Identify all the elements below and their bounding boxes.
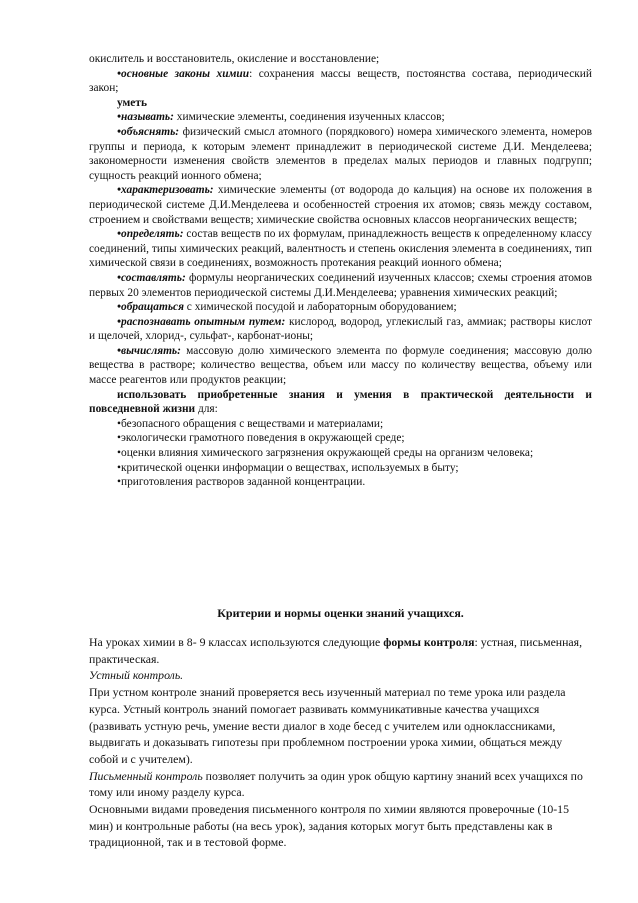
bullet-text: • безопасного обращения с веществами и материалами; [117,418,383,430]
criteria-section [89,634,592,851]
bullet-text: химические элементы (от водорода до кальция) на основе их положения в периодической системе Д.И.Менделеева и особенностей строения их атомов; связь между составом, строением и свойствами веществ; химические свойства основных классов неорганических веществ; [89,184,592,226]
bullet-item [89,67,592,96]
paragraph-text: позволяет получить за один урок общую картину знаний всех учащихся по тому или иному разделу курса. [89,768,583,800]
paragraph-text: окислитель и восстановитель, окисление и восстановление; [89,53,380,65]
bullet-item [89,417,592,432]
bullet-item [89,271,592,300]
bullet-term: • обращаться [117,301,184,313]
bullet-item [89,110,592,125]
bullet-term: • характеризовать: [117,184,214,196]
bullet-text: • критической оценки информации о веществах, используемых в быту; [117,462,459,474]
forms-of-control-term: формы контроля [383,635,475,649]
bullet-text: состав веществ по их формулам, принадлежность веществ к определенному классу соединений, типы химических реакций, валентность и степень окисления элемента в соединениях, тип химической связи в соединениях, возможность протекания реакций ионного обмена; [89,228,592,270]
bullet-term: • составлять: [117,272,186,284]
bullet-text: физический смысл атомного (порядкового) номера химического элемента, номеров группы и периода, к которым элемент принадлежит в периодической системе Д.И. Менделеева; закономерности изменения свойств элементов в пределах малых периодов и главных подгрупп; сущность реакций ионного обмена; [89,125,592,182]
bullet-term: • распознавать опытным путем: [117,316,285,328]
paragraph-subtitle [89,667,592,684]
bullet-item [89,125,592,183]
bullet-text: химические элементы, соединения изученных классов; [173,111,445,124]
bullet-item [89,431,592,446]
heading-text: уметь [117,96,147,109]
usage-text: для: [195,403,218,416]
bullet-text: массовую долю химического элемента по формуле соединения; массовую долю вещества в растворе; количество вещества, объем или массу по количеству вещества, объему или массе реагентов или продуктов реакции; [89,344,592,387]
requirements-section [89,52,592,490]
bullet-text: • приготовления растворов заданной концентрации. [117,476,365,488]
usage-heading [89,388,592,417]
bullet-term: • называть: [117,111,174,123]
section-title: Критерии и нормы оценки знаний учащихся. [217,606,464,620]
paragraph-text: На уроках химии в 8- 9 классах используются следующие [89,635,384,649]
oral-control-title: Устный контроль. [89,668,184,683]
paragraph [89,768,592,801]
bullet-item [89,446,592,461]
bullet-text: с химической посудой и лабораторным оборудованием; [183,301,457,314]
bullet-text: формулы неорганических соединений изученных классов; схемы строения атомов первых 20 элементов периодической системы Д.И.Менделеева; уравнения химических реакций; [89,271,592,299]
bullet-item [89,227,592,271]
bullet-item [89,183,592,227]
paragraph [89,801,592,851]
bullet-item [89,461,592,476]
bullet-term: • вычислять: [117,345,181,357]
bullet-term: • основные законы химии [117,68,249,80]
paragraph-text: Основными видами проведения письменного контроля по химии являются проверочные (10-15 мин) и контрольные работы (на весь урок), задания которых могут быть представлены как в традиционной, так и в тестовой форме. [89,802,569,850]
paragraph [89,52,592,67]
bullet-item [89,344,592,388]
bullet-term: • определять: [117,228,184,240]
bullet-item [89,300,592,315]
usage-term: использовать приобретенные знания и умения в практической деятельности и повседневной жизни [89,388,592,416]
bullet-text: кислород, водород, углекислый газ, аммиак; растворы кислот и щелочей, хлорид-, сульфат-, карбонат-ионы; [89,315,592,343]
paragraph-text: : устная, письменная, практическая. [89,635,583,666]
bullet-text: : сохранения массы веществ, постоянства состава, периодический закон; [89,67,592,95]
paragraph [89,634,592,667]
written-control-term: Письменный контроль [89,768,203,783]
bullet-item [89,475,592,490]
bullet-term: • объяснять: [117,126,179,138]
bullet-item [89,315,592,344]
paragraph-text: При устном контроле знаний проверяется весь изученный материал по теме урока или раздела курса. Устный контроль знаний помогает развивать коммуникативные качества учащихся (развивать устную речь, умение вести диалог в ходе бесед с учителем или одноклассниками, выдвигать и доказывать гипотезы при проблемном построении урока химии, общаться между собой и с учителем). [89,685,566,766]
paragraph [89,684,592,768]
section-heading-umet [89,96,592,111]
bullet-text: • экологически грамотного поведения в окружающей среде; [117,432,405,444]
bullet-text: • оценки влияния химического загрязнения окружающей среды на организм человека; [117,447,533,459]
